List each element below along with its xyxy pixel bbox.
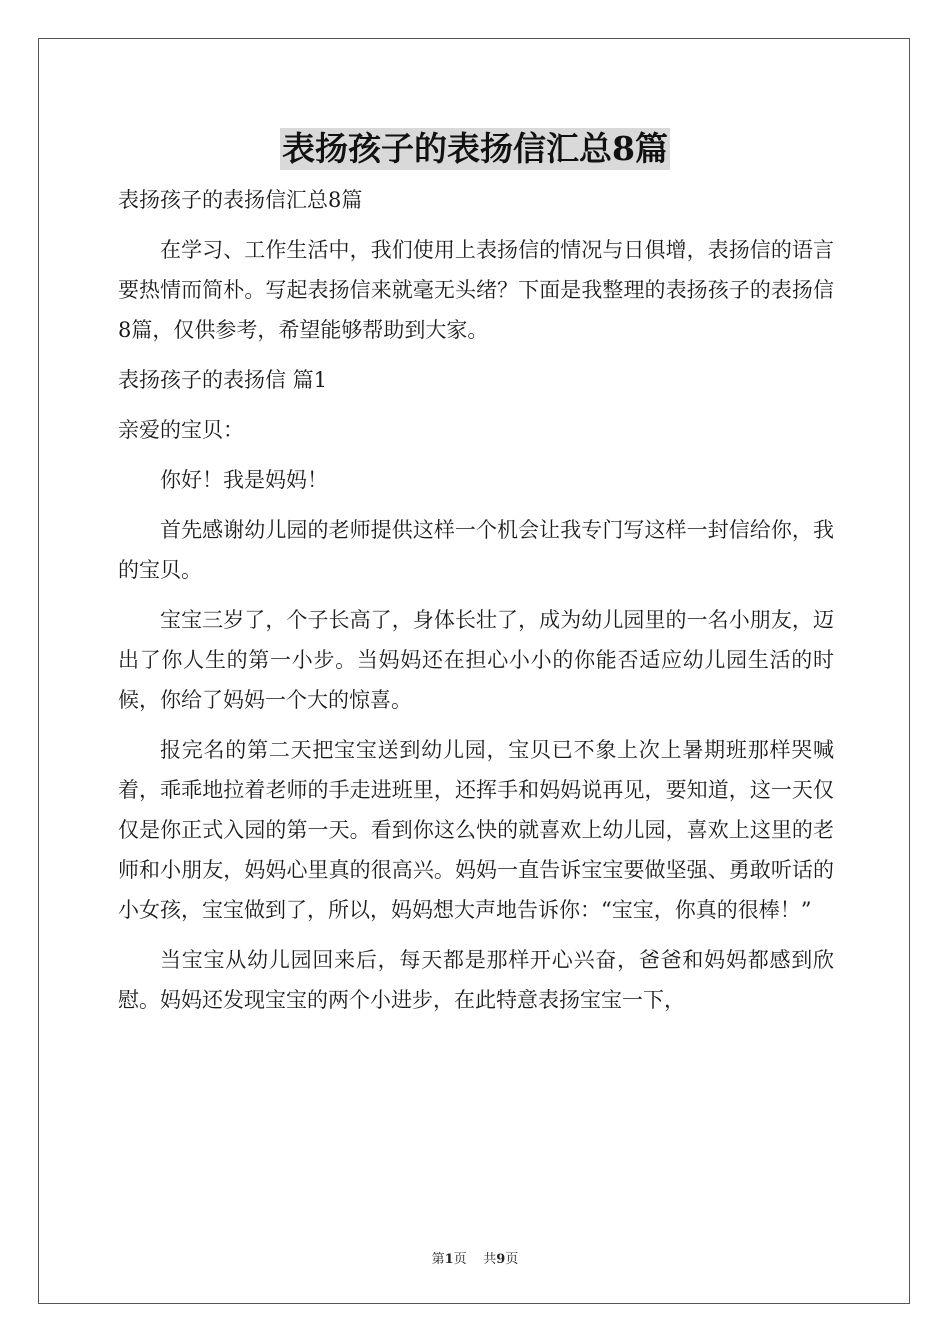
total-unit: 页 — [505, 1252, 519, 1267]
greeting-paragraph: 你好！我是妈妈！ — [160, 468, 328, 492]
intro-paragraph: 在学习、工作生活中，我们使用上表扬信的情况与日俱增，表扬信的语言要热情而简朴。写起表扬信来就毫无头绪？下面是我整理的表扬孩子的表扬信8篇，仅供参考，希望能够帮助到大家。 — [118, 238, 834, 342]
page-footer — [0, 1248, 950, 1267]
page-total: 9 — [496, 1252, 506, 1267]
body-paragraph: 首先感谢幼儿园的老师提供这样一个机会让我专门写这样一封信给你，我的宝贝。 — [118, 518, 834, 582]
document-title: 表扬孩子的表扬信汇总8篇 — [282, 129, 668, 168]
total-prefix: 共 — [483, 1252, 497, 1267]
page-current: 1 — [444, 1252, 454, 1267]
body-paragraph: 当宝宝从幼儿园回来后，每天都是那样开心兴奋，爸爸和妈妈都感到欣慰。妈妈还发现宝宝的两个小进步，在此特意表扬宝宝一下， — [118, 948, 834, 1012]
body-paragraph: 报完名的第二天把宝宝送到幼儿园，宝贝已不象上次上暑期班那样哭喊着，乖乖地拉着老师的手走进班里，还挥手和妈妈说再见，要知道，这一天仅仅是你正式入园的第一天。看到你这么快的就喜欢上幼儿园，喜欢上这里的老师和小朋友，妈妈心里真的很高兴。妈妈一直告诉宝宝要做坚强、勇敢听话的小女孩，宝宝做到了，所以，妈妈想大声地告诉你：“宝宝，你真的很棒！” — [118, 738, 834, 922]
title-container — [0, 128, 950, 170]
section-heading: 表扬孩子的表扬信 篇1 — [118, 368, 328, 392]
body-paragraph: 宝宝三岁了，个子长高了，身体长壮了，成为幼儿园里的一名小朋友，迈出了你人生的第一小步。当妈妈还在担心小小的你能否适应幼儿园生活的时候，你给了妈妈一个大的惊喜。 — [118, 608, 834, 712]
subtitle-paragraph: 表扬孩子的表扬信汇总8篇 — [118, 188, 363, 212]
document-body — [118, 180, 834, 1030]
page-prefix: 第 — [431, 1252, 445, 1267]
page-unit: 页 — [453, 1252, 467, 1267]
salutation: 亲爱的宝贝： — [118, 418, 244, 442]
